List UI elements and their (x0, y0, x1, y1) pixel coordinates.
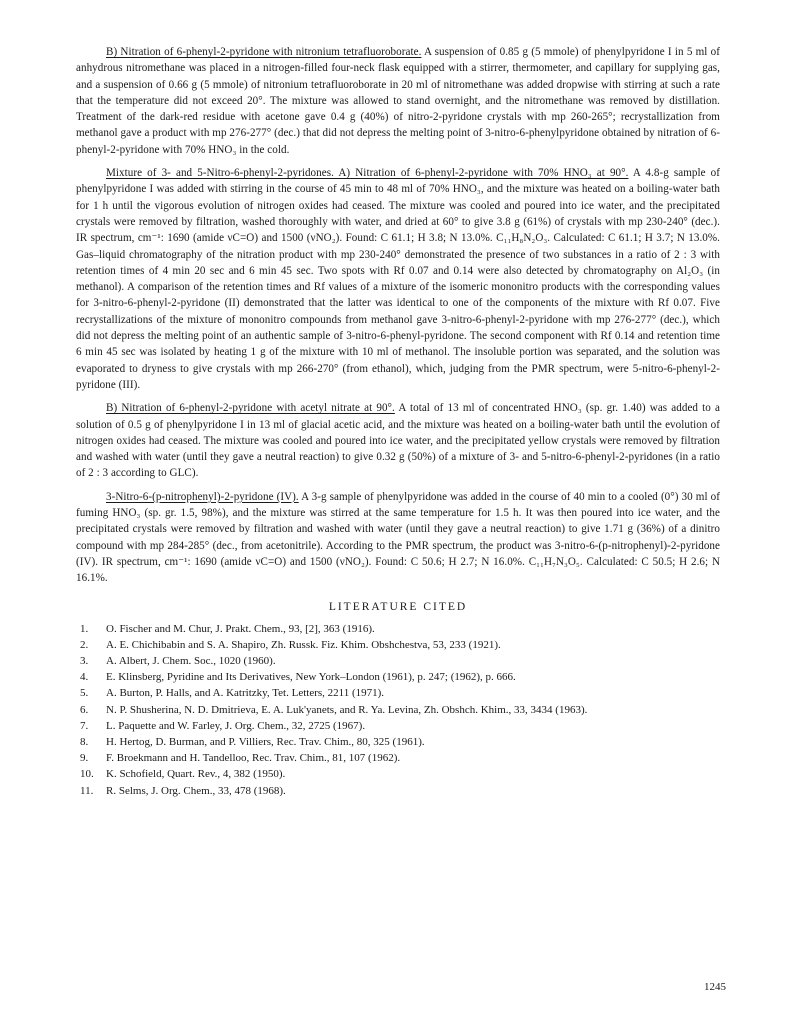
reference-item (76, 766, 720, 782)
reference-number: 6. (80, 703, 89, 716)
reference-text: L. Paquette and W. Farley, J. Org. Chem., 32, 2725 (1967). (106, 719, 366, 732)
paragraph-body: A suspension of 0.85 g (5 mmole) of phenylpyridone I in 5 ml of anhydrous nitromethane was placed in a nitrogen-filled four-neck flask equipped with a stirrer, thermometer, and capillary for supplying gas, and a suspension of 0.66 g (5 mmole) of nitronium tetrafluoroborate in 20 ml of nitromethane was added dropwise with stirring at such a rate that the temperature did not exceed 20°. The mixture was allowed to stand overnight, and the nitromethane was removed by distillation. Treatment of the dark-red residue with acetone gave 0.4 g (40%) of nitro-2-pyridone crystals with mp 260-265°; recrystallization from methanol gave a product with mp 276-277° (dec.) that did not depress the melting point of 3-nitro-6-phenylpyridone obtained by nitration of 6-phenyl-2-pyridone with 70% HNO₃ in the cold. (76, 46, 720, 156)
paragraph-body: A 4.8-g sample of phenylpyridone I was added with stirring in the course of 45 min to 48 ml of 70% HNO₃, and the mixture was heated on a boiling-water bath for 1 h until the vigorous evolution of nitrogen oxides had ceased. The mixture was cooled and poured into ice water, and the precipitated crystals were removed by filtration, washed thoroughly with water, and dried at 60° to give 3.8 g (61%) of crystals with mp 230-240° (dec.). IR spectrum, cm⁻¹: 1690 (amide νC=O) and 1500 (νNO₂). Found: C 61.1; H 3.8; N 13.0%. C₁₁H₈N₂O₃. Calculated: C 61.1; H 3.7; N 13.0%. Gas–liquid chromatography of the nitration product with mp 230-240° demonstrated the presence of two substances in a ratio of 2 : 3 with retention times of 4 min 20 sec and 6 min 45 sec. Two spots with Rf 0.07 and 0.14 were also detected by chromatography on Al₂O₃ (in methanol). A comparison of the retention times and Rf values of a mixture of the isomeric mononitro products with the corresponding values for 3-nitro-6-phenyl-2-pyridone (II) demonstrated that the latter was identical to one of the components of the mixture with Rf 0.07. Five recrystallizations of the mixture of mononitro compounds from methanol gave 3-nitro-6-phenyl-2-pyridone with mp 276-277° (dec.), which did not depress the melting point of an authentic sample of 3-nitro-6-phenyl-pyridone. The second component with Rf 0.14 and retention time 6 min 45 sec was isolated by heating 1 g of the mixture with 10 ml of methanol. The insoluble portion was separated, and the solution was evaporated to dryness to give crystals with mp 266-270° (from ethanol), which, judging from the PMR spectrum, were 5-nitro-6-phenyl-2-pyridone (III). (76, 167, 720, 391)
reference-text: A. Albert, J. Chem. Soc., 1020 (1960). (106, 654, 276, 667)
reference-list (76, 621, 720, 799)
paragraph-acetyl-nitrate-nitration (76, 400, 720, 481)
reference-text: K. Schofield, Quart. Rev., 4, 382 (1950). (106, 768, 286, 781)
reference-number: 3. (80, 654, 89, 667)
reference-item (76, 702, 720, 718)
reference-item (76, 621, 720, 637)
reference-item (76, 653, 720, 669)
paragraph-nitronium-nitration (76, 44, 720, 158)
reference-text: A. E. Chichibabin and S. A. Shapiro, Zh. Russk. Fiz. Khim. Obshchestva, 53, 233 (1921). (106, 638, 501, 651)
reference-number: 1. (80, 622, 89, 635)
reference-item (76, 669, 720, 685)
reference-text: F. Broekmann and H. Tandelloo, Rec. Trav. Chim., 81, 107 (1962). (106, 752, 401, 765)
paragraph-mixture-nitration-hno3 (76, 165, 720, 393)
paragraph-heading: B) Nitration of 6-phenyl-2-pyridone with nitronium tetrafluoroborate. (106, 46, 422, 58)
reference-text: R. Selms, J. Org. Chem., 33, 478 (1968). (106, 784, 286, 797)
paragraph-heading: Mixture of 3- and 5-Nitro-6-phenyl-2-pyridones. A) Nitration of 6-phenyl-2-pyridone with 70% HNO₃ at 90°. (106, 167, 629, 180)
paragraph-heading: 3-Nitro-6-(p-nitrophenyl)-2-pyridone (IV). (106, 490, 299, 503)
reference-item (76, 750, 720, 766)
reference-item (76, 637, 720, 653)
reference-text: N. P. Shusherina, N. D. Dmitrieva, E. A. Luk'yanets, and R. Ya. Levina, Zh. Obshch. Khim., 33, 3434 (1963). (106, 703, 588, 716)
reference-item (76, 718, 720, 734)
reference-number: 8. (80, 735, 89, 748)
page-number: 1245 (704, 981, 726, 993)
reference-number: 2. (80, 638, 89, 651)
reference-text: O. Fischer and M. Chur, J. Prakt. Chem., 93, [2], 363 (1916). (106, 622, 375, 635)
reference-text: H. Hertog, D. Burman, and P. Villiers, Rec. Trav. Chim., 80, 325 (1961). (106, 735, 425, 748)
reference-item (76, 783, 720, 799)
reference-text: E. Klinsberg, Pyridine and Its Derivatives, New York–London (1961), p. 247; (1962), p. 666. (106, 671, 516, 684)
reference-text: A. Burton, P. Halls, and A. Katritzky, Tet. Letters, 2211 (1971). (106, 687, 385, 700)
paragraph-heading: B) Nitration of 6-phenyl-2-pyridone with acetyl nitrate at 90°. (106, 402, 395, 415)
paragraph-dinitro-pyridone (76, 489, 720, 587)
reference-number: 10. (80, 768, 94, 781)
reference-number: 5. (80, 687, 89, 700)
paragraph-body: A total of 13 ml of concentrated HNO₃ (sp. gr. 1.40) was added to a solution of 0.5 g of phenylpyridone I in 13 ml of glacial acetic acid, and the mixture was heated on a boiling-water bath until the evolution of nitrogen oxides had ceased. The mixture was cooled and poured into ice water, and the precipitated yellow crystals were removed by filtration and washed with water (until they gave a neutral reaction) to give 0.32 g (50%) of a mixture of 3- and 5-nitro-6-phenyl-2-pyridones (in a ratio of 2 : 3 according to GLC). (76, 402, 720, 480)
reference-number: 11. (80, 784, 94, 797)
reference-item (76, 685, 720, 701)
literature-cited-title: LITERATURE CITED (328, 600, 468, 613)
reference-item (76, 734, 720, 750)
reference-number: 4. (80, 671, 89, 684)
reference-number: 7. (80, 719, 89, 732)
paper-page (76, 44, 720, 799)
paragraph-body: A 3-g sample of phenylpyridone was added in the course of 40 min to a cooled (0°) 30 ml of fuming HNO₃ (sp. gr. 1.5, 98%), and the mixture was stirred at the same temperature for 1.5 h. It was then poured into ice water, and the precipitated crystals were removed by filtration and washed with water (until they gave a neutral reaction) to give 1.71 g (36%) of a dinitro compound with mp 284-285° (dec., from acetonitrile). According to the PMR spectrum, the product was 3-nitro-6-(p-nitrophenyl)-2-pyridone (IV). IR spectrum, cm⁻¹: 1690 (amide νC=O) and 1500 (νNO₂). Found: C 50.6; H 2.7; N 16.0%. C₁₁H₇N₃O₅. Calculated: C 50.5; H 2.6; N 16.1%. (76, 490, 720, 585)
reference-number: 9. (80, 752, 89, 765)
